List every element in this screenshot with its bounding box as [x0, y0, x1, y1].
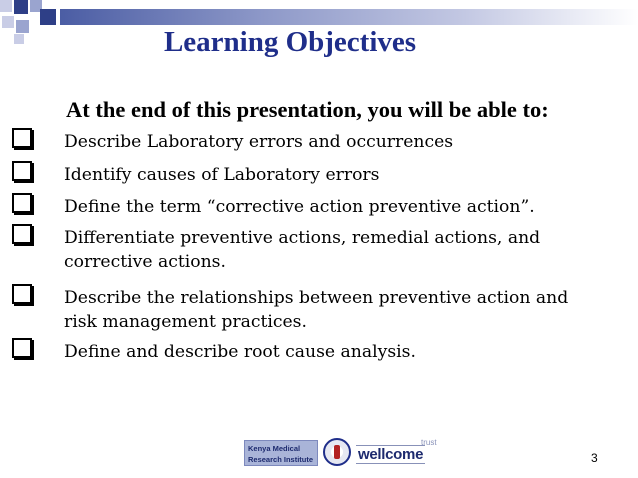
objective-text: Identify causes of Laboratory errors: [64, 165, 380, 185]
footer-logos: [244, 438, 444, 468]
decor-square: [14, 0, 28, 14]
decor-square: [40, 9, 56, 25]
decor-square: [0, 0, 12, 12]
slide-intro: At the end of this presentation, you will be able to:: [66, 97, 549, 122]
checkbox-bullet-icon: [12, 161, 32, 181]
kemri-seal-icon: [323, 438, 351, 466]
objective-text: Define the term “corrective action preventive action”.: [64, 197, 535, 217]
wellcome-trust-label: trust: [421, 438, 437, 447]
objective-text: Define and describe root cause analysis.: [64, 342, 416, 362]
wellcome-logo: wellcome: [358, 446, 424, 463]
header-gradient-band: [60, 9, 638, 25]
objective-text: Describe Laboratory errors and occurrences: [64, 132, 454, 152]
slide-title: Learning Objectives: [163, 26, 417, 58]
kemri-logo-line: Research Institute: [248, 455, 314, 464]
checkbox-bullet-icon: [12, 338, 32, 358]
checkbox-bullet-icon: [12, 284, 32, 304]
checkbox-bullet-icon: [12, 193, 32, 213]
objective-text: Differentiate preventive actions, remedial actions, and corrective actions.: [64, 228, 541, 272]
kemri-logo-line: Kenya Medical: [248, 444, 301, 453]
page-number: 3: [591, 451, 598, 465]
kemri-logo: [244, 440, 318, 466]
objective-text: Describe the relationships between preventive action and risk management practices.: [64, 288, 569, 332]
checkbox-bullet-icon: [12, 224, 32, 244]
checkbox-bullet-icon: [12, 128, 32, 148]
